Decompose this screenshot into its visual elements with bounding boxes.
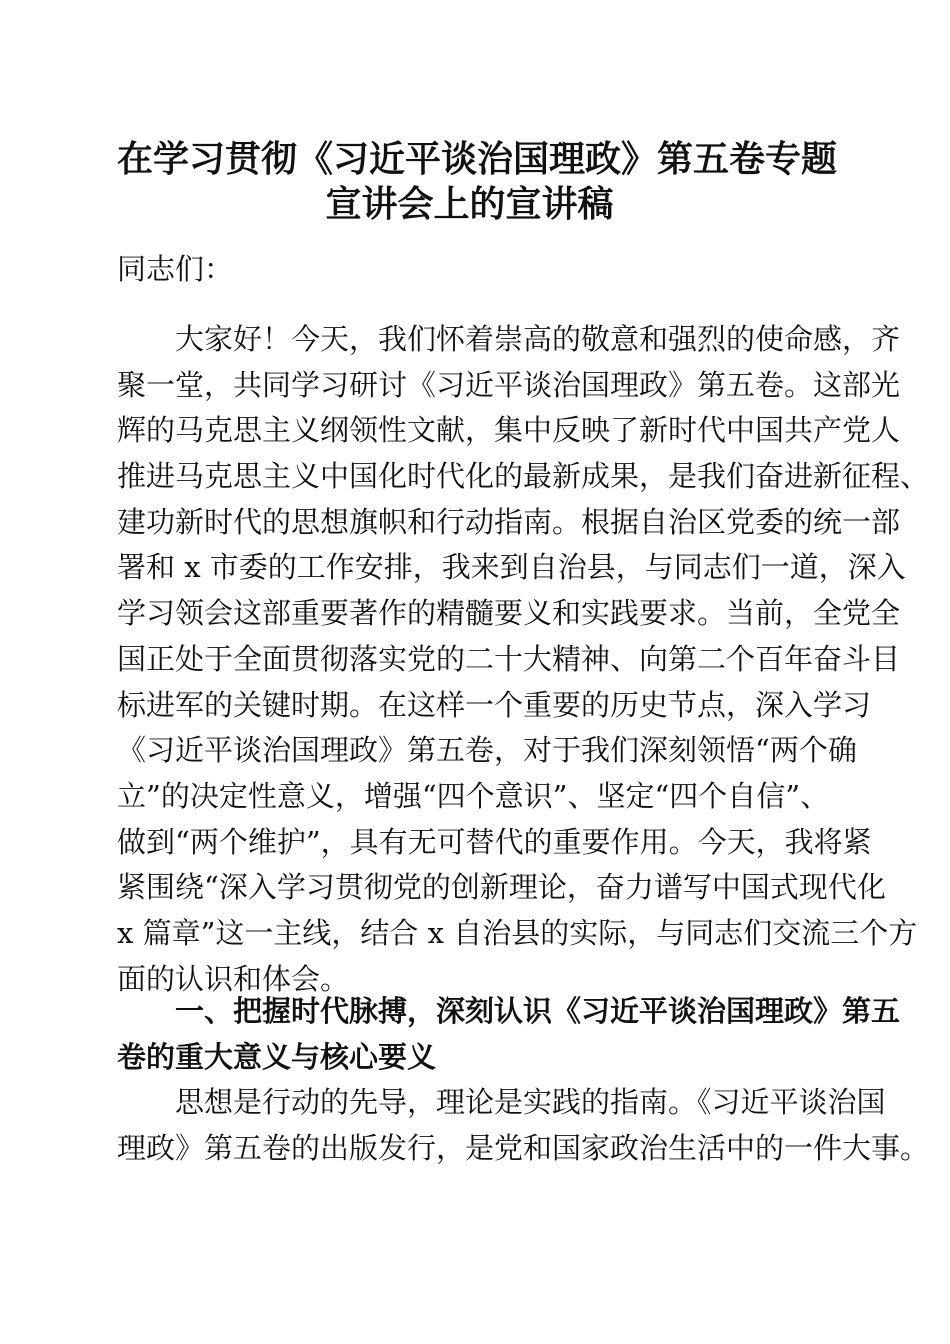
document-title — [117, 137, 838, 227]
paragraph-line: 面的认识和体会。 — [117, 961, 350, 996]
paragraph-line: 建功新时代的思想旗帜和行动指南。根据自治区党委的统一部 — [117, 504, 901, 539]
paragraph-line: 国正处于全面贯彻落实党的二十大精神、向第二个百年奋斗目 — [117, 641, 901, 676]
paragraph-line: 做到“两个维护”，具有无可替代的重要作用。今天，我将紧 — [117, 824, 872, 859]
paragraph-1 — [117, 317, 930, 1002]
paragraph-line: x 篇章”这一主线，结合 x 自治县的实际，与同志们交流三个方 — [117, 915, 918, 950]
salutation: 同志们： — [117, 252, 234, 286]
title-line-2: 宣讲会上的宣讲稿 — [325, 183, 614, 225]
paragraph-line: 理政》第五卷的出版发行，是党和国家政治生活中的一件大事。 — [117, 1130, 930, 1165]
paragraph-line: 《习近平谈治国理政》第五卷，对于我们深刻领悟“两个确 — [117, 733, 857, 768]
paragraph-line: 紧围绕“深入学习贯彻党的创新理论，奋力谱写中国式现代化 — [117, 870, 886, 905]
paragraph-line: 大家好！今天，我们怀着崇高的敬意和强烈的使命感，齐 — [175, 322, 901, 356]
paragraph-line: 聚一堂，共同学习研讨《习近平谈治国理政》第五卷。这部光 — [117, 367, 901, 402]
heading-line: 一、把握时代脉搏，深刻认识《习近平谈治国理政》第五 — [175, 994, 901, 1028]
salutation-block — [117, 247, 822, 293]
paragraph-line: 标进军的关键时期。在这样一个重要的历史节点，深入学习 — [117, 687, 872, 722]
section-heading-1 — [117, 989, 901, 1080]
paragraph-line: 立”的决定性意义，增强“四个意识”、坚定“四个自信”、 — [117, 778, 830, 813]
paragraph-line: 学习领会这部重要著作的精髓要义和实践要求。当前，全党全 — [117, 596, 901, 631]
title-line-1: 在学习贯彻《习近平谈治国理政》第五卷专题 — [117, 138, 838, 180]
paragraph-line: 辉的马克思主义纲领性文献，集中反映了新时代中国共产党人 — [117, 413, 901, 448]
paragraph-line: 思想是行动的先导，理论是实践的指南。《习近平谈治国 — [175, 1085, 886, 1119]
paragraph-2 — [117, 1080, 930, 1171]
heading-line: 卷的重大意义与核心要义 — [117, 1039, 437, 1074]
paragraph-line: 推进马克思主义中国化时代化的最新成果，是我们奋进新征程、 — [117, 459, 930, 494]
paragraph-line: 署和 x 市委的工作安排，我来到自治县，与同志们一道，深入 — [117, 550, 906, 585]
